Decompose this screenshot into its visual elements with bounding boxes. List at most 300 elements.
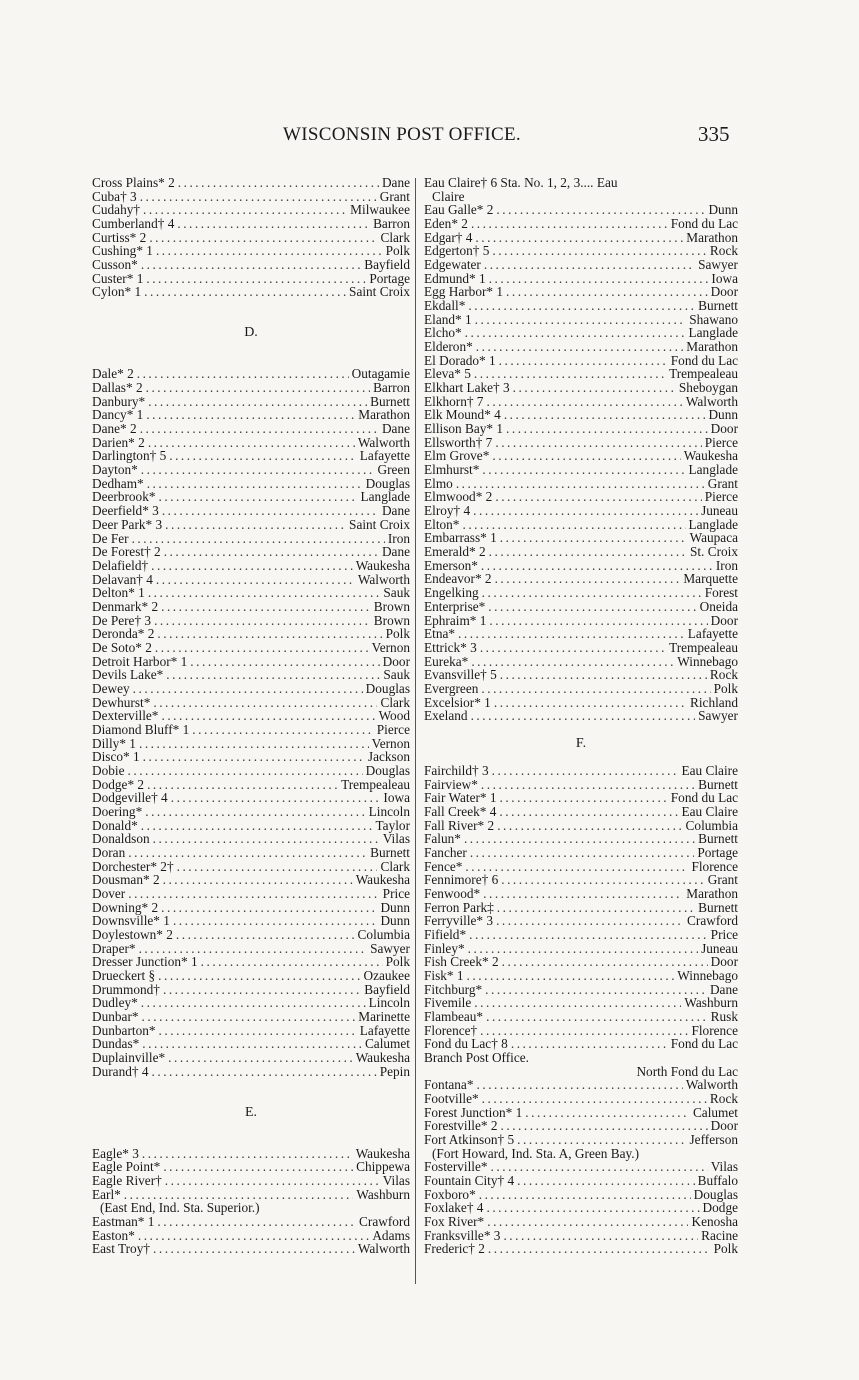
post-office-name: Edgar† 4 — [424, 229, 473, 245]
leader-dots — [494, 696, 687, 710]
county-name: Lafayette — [359, 1022, 410, 1038]
leader-dots — [163, 1160, 353, 1174]
leader-dots — [503, 1229, 698, 1243]
post-office-entry — [424, 217, 738, 231]
post-office-entry — [92, 1188, 410, 1202]
post-office-entry — [92, 750, 410, 764]
post-office-entry — [92, 901, 410, 915]
post-office-entry — [424, 709, 738, 723]
county-name: Walworth — [357, 434, 410, 450]
post-office-entry — [92, 955, 410, 969]
county-name: Pierce — [376, 721, 410, 737]
page-title: WISCONSIN POST OFFICE. — [283, 124, 521, 145]
county-name: Douglas — [693, 1186, 738, 1202]
post-office-name: Footville* — [424, 1091, 479, 1107]
post-office-entry — [92, 668, 410, 682]
county-name: Trempealeau — [341, 776, 410, 792]
leader-dots — [128, 846, 367, 860]
post-office-name: Dousman* 2 — [92, 872, 160, 888]
leader-dots — [148, 436, 355, 450]
leader-dots — [497, 901, 695, 915]
leader-dots — [499, 354, 668, 368]
post-office-name: Fenwood* — [424, 885, 481, 901]
post-office-entry — [92, 586, 410, 600]
post-office-entry — [92, 244, 410, 258]
county-name: Crawford — [359, 1214, 410, 1230]
post-office-name: Engelking — [424, 585, 479, 601]
post-office-entry — [424, 955, 738, 969]
section-heading-f: F. — [575, 735, 587, 751]
post-office-entry — [92, 805, 410, 819]
post-office-name: Ettrick* 3 — [424, 639, 477, 655]
leader-dots — [476, 340, 684, 354]
leader-dots — [177, 860, 378, 874]
post-office-entry — [424, 1188, 738, 1202]
post-office-name: Deer Park* 3 — [92, 516, 163, 532]
county-name: Door — [710, 284, 738, 300]
leader-dots — [148, 586, 381, 600]
post-office-entry — [92, 832, 410, 846]
leader-dots — [511, 1037, 668, 1051]
county-name: Kenosha — [691, 1214, 738, 1230]
county-name: Marathon — [686, 229, 738, 245]
post-office-entry — [92, 723, 410, 737]
county-name: Milwaukee — [350, 202, 410, 218]
post-office-entry — [424, 791, 738, 805]
county-name: St. Croix — [689, 544, 738, 560]
post-office-entry — [424, 436, 738, 450]
post-office-name: Fosterville* — [424, 1159, 488, 1175]
county-name: Brown — [373, 598, 410, 614]
leader-dots — [149, 231, 377, 245]
post-office-name: Fish Creek* 2 — [424, 954, 499, 970]
post-office-entry — [424, 272, 738, 286]
leader-dots — [145, 805, 365, 819]
post-office-entry — [92, 176, 410, 190]
post-office-entry — [424, 572, 738, 586]
leader-dots — [171, 791, 381, 805]
county-name: Winnebago — [677, 967, 738, 983]
post-office-entry — [92, 655, 410, 669]
leader-dots — [479, 1188, 691, 1202]
county-name: Marathon — [686, 339, 738, 355]
leader-dots — [480, 1024, 688, 1038]
leader-dots — [495, 572, 681, 586]
county-name: Sawyer — [370, 940, 410, 956]
leader-dots — [500, 668, 707, 682]
post-office-entry — [424, 1215, 738, 1229]
post-office-name: Dobie — [92, 762, 125, 778]
leader-dots — [496, 203, 705, 217]
post-office-name: Fall River* 2 — [424, 817, 495, 833]
post-office-entry — [92, 477, 410, 491]
leader-dots — [462, 518, 685, 532]
county-name: Walworth — [685, 393, 738, 409]
post-office-entry — [424, 244, 738, 258]
county-name: Vernon — [371, 639, 410, 655]
county-name: Langlade — [360, 489, 410, 505]
county-name: Polk — [713, 1241, 738, 1257]
post-office-entry — [92, 1215, 410, 1229]
post-office-entry — [92, 942, 410, 956]
leader-dots — [128, 764, 363, 778]
post-office-name: Edmund* 1 — [424, 270, 486, 286]
leader-dots — [142, 1010, 356, 1024]
post-office-entry — [92, 490, 410, 504]
post-office-name: Evergreen — [424, 680, 479, 696]
leader-dots — [138, 1229, 369, 1243]
post-office-entry — [92, 887, 410, 901]
post-office-name: Custer* 1 — [92, 270, 144, 286]
c-entries — [92, 176, 410, 299]
leader-dots — [474, 996, 681, 1010]
leader-dots — [153, 832, 380, 846]
leader-dots — [465, 860, 688, 874]
county-name: Portage — [369, 270, 410, 286]
post-office-entry — [92, 1065, 410, 1079]
post-office-name: Florence† — [424, 1022, 478, 1038]
county-name: Barron — [373, 216, 410, 232]
post-office-entry — [92, 614, 410, 628]
leader-dots — [489, 545, 687, 559]
post-office-name: Dunbar* — [92, 1009, 139, 1025]
leader-dots — [475, 231, 683, 245]
post-office-name: Cudahy† — [92, 202, 141, 218]
post-office-name: Dewhurst* — [92, 694, 151, 710]
post-office-name: Falun* — [424, 831, 461, 847]
post-office-entry — [424, 1133, 738, 1147]
county-name: Eau Claire — [681, 803, 738, 819]
county-name: Dane — [381, 503, 410, 519]
county-name: Outagamie — [351, 366, 410, 382]
post-office-name: Eland* 1 — [424, 311, 472, 327]
leader-dots — [142, 1037, 362, 1051]
county-name: Walworth — [357, 1241, 410, 1257]
post-office-entry — [92, 367, 410, 381]
county-name: Rusk — [710, 1008, 738, 1024]
leader-dots — [139, 942, 368, 956]
county-name: Trempealeau — [669, 366, 738, 382]
leader-dots — [148, 395, 367, 409]
leader-dots — [488, 600, 696, 614]
post-office-name: Dudley* — [92, 995, 138, 1011]
post-office-entry — [92, 1024, 410, 1038]
county-name: Dunn — [708, 202, 738, 218]
post-office-name: Elton* — [424, 516, 460, 532]
post-office-name: Fountain City† 4 — [424, 1173, 515, 1189]
county-name: Dane — [381, 544, 410, 560]
county-name: Buffalo — [697, 1173, 738, 1189]
page-number: 335 — [698, 122, 730, 146]
post-office-entry — [424, 203, 738, 217]
leader-dots — [469, 928, 708, 942]
post-office-entry — [424, 846, 738, 860]
county-name: Vilas — [382, 1173, 410, 1189]
post-office-name: Dane* 2 — [92, 421, 137, 437]
post-office-name: Donald* — [92, 817, 138, 833]
county-name: Burnett — [698, 831, 738, 847]
post-office-entry — [424, 901, 738, 915]
post-office-name: Ephraim* 1 — [424, 612, 487, 628]
county-name: Fond du Lac — [670, 1036, 738, 1052]
post-office-name: Fairview* — [424, 776, 478, 792]
county-name: Burnett — [698, 899, 738, 915]
post-office-entry — [92, 203, 410, 217]
leader-dots — [143, 750, 365, 764]
county-name: Calumet — [364, 1036, 410, 1052]
leader-dots — [159, 1024, 357, 1038]
post-office-name: Dorchester* 2† — [92, 858, 174, 874]
leader-dots — [465, 326, 686, 340]
post-office-name: Elroy† 4 — [424, 503, 471, 519]
county-name: Pepin — [379, 1063, 410, 1079]
county-name: Columbia — [357, 926, 410, 942]
post-office-name: Cylon* 1 — [92, 284, 142, 300]
county-name: Grant — [707, 475, 738, 491]
leader-dots — [143, 203, 347, 217]
post-office-entry — [424, 313, 738, 327]
county-name: Fond du Lac — [670, 790, 738, 806]
left-column — [92, 176, 410, 1256]
county-name: Polk — [385, 243, 410, 259]
post-office-entry — [424, 996, 738, 1010]
post-office-name: Ellsworth† 7 — [424, 434, 493, 450]
leader-dots — [497, 819, 682, 833]
post-office-name: Foxboro* — [424, 1186, 476, 1202]
leader-dots — [140, 422, 379, 436]
leader-dots — [165, 1174, 380, 1188]
leader-dots — [161, 600, 371, 614]
county-name: Waukesha — [355, 872, 410, 888]
post-office-name: Fair Water* 1 — [424, 790, 497, 806]
post-office-name: Elmwood* 2 — [424, 489, 493, 505]
leader-dots — [474, 367, 666, 381]
county-name: Door — [382, 653, 410, 669]
post-office-name: Easton* — [92, 1227, 135, 1243]
post-office-entry — [92, 709, 410, 723]
post-office-name: Elkhart Lake† 3 — [424, 380, 510, 396]
post-office-name: Dunbarton* — [92, 1022, 156, 1038]
county-name: Marinette — [358, 1009, 410, 1025]
post-office-name: De Soto* 2 — [92, 639, 152, 655]
post-office-name: Franksville* 3 — [424, 1227, 501, 1243]
county-name: Marquette — [683, 571, 738, 587]
county-name: Barron — [373, 380, 410, 396]
leader-dots — [480, 641, 666, 655]
post-office-entry — [92, 1147, 410, 1161]
post-office-name: Flambeau* — [424, 1008, 484, 1024]
post-office-name: Deerfield* 3 — [92, 503, 159, 519]
post-office-name: Exeland — [424, 708, 468, 724]
county-name: Adams — [372, 1227, 410, 1243]
leader-dots — [487, 1215, 688, 1229]
county-name: Fond du Lac — [670, 352, 738, 368]
leader-dots — [517, 1174, 694, 1188]
county-name: Florence — [691, 1022, 738, 1038]
leader-dots — [146, 272, 366, 286]
leader-dots — [484, 258, 695, 272]
post-office-entry — [424, 1010, 738, 1024]
post-office-name: Doering* — [92, 803, 143, 819]
leader-dots — [153, 1242, 355, 1256]
county-name: Forest — [704, 585, 738, 601]
post-office-name: Dexterville* — [92, 708, 159, 724]
county-name: Burnett — [370, 393, 410, 409]
leader-dots — [506, 285, 708, 299]
post-office-entry — [424, 258, 738, 272]
leader-dots — [153, 696, 377, 710]
leader-dots — [506, 422, 708, 436]
county-name: Bayfield — [364, 257, 410, 273]
post-office-entry — [424, 285, 738, 299]
post-office-entry — [424, 1119, 738, 1133]
county-name: Wood — [378, 708, 410, 724]
post-office-name: Fence* — [424, 858, 463, 874]
post-office-entry — [92, 395, 410, 409]
post-office-entry — [424, 860, 738, 874]
leader-dots — [141, 463, 375, 477]
post-office-entry — [92, 1037, 410, 1051]
county-name: Vilas — [710, 1159, 738, 1175]
county-name: Dunn — [380, 913, 410, 929]
county-name: Lincoln — [368, 803, 410, 819]
post-office-name: Dallas* 2 — [92, 380, 143, 396]
post-office-name: Eau Galle* 2 — [424, 202, 494, 218]
post-office-name: Duplainville* — [92, 1050, 166, 1066]
post-office-entry — [424, 1201, 738, 1215]
post-office-entry — [92, 778, 410, 792]
post-office-name: Dodge* 2 — [92, 776, 145, 792]
post-office-entry — [424, 1229, 738, 1243]
post-office-name: De Forest† 2 — [92, 544, 161, 560]
e-entries-right — [424, 203, 738, 723]
leader-dots — [500, 791, 668, 805]
post-office-name: Elk Mound* 4 — [424, 407, 501, 423]
post-office-name: Endeavor* 2 — [424, 571, 492, 587]
post-office-entry — [92, 258, 410, 272]
post-office-entry — [92, 272, 410, 286]
post-office-entry — [424, 805, 738, 819]
county-name: Lafayette — [359, 448, 410, 464]
leader-dots — [165, 518, 346, 532]
post-office-name: East Troy† — [92, 1241, 151, 1257]
post-office-name: Earl* — [92, 1186, 121, 1202]
post-office-name: Eastman* 1 — [92, 1214, 155, 1230]
leader-dots — [178, 176, 379, 190]
county-name: Saint Croix — [349, 284, 410, 300]
county-name: Waukesha — [355, 1145, 410, 1161]
leader-dots — [500, 531, 687, 545]
leader-dots — [499, 805, 678, 819]
county-name: Dunn — [708, 407, 738, 423]
post-office-entry — [92, 285, 410, 299]
county-name: Trempealeau — [669, 639, 738, 655]
post-office-name: Elmo — [424, 475, 453, 491]
county-name: Jefferson — [689, 1132, 738, 1148]
leader-dots — [492, 244, 707, 258]
post-office-name: Embarrass* 1 — [424, 530, 497, 546]
post-office-name: Edgerton† 5 — [424, 243, 490, 259]
post-office-entry — [424, 354, 738, 368]
post-office-entry — [424, 463, 738, 477]
post-office-entry — [92, 764, 410, 778]
post-office-name: Forestville* 2 — [424, 1118, 498, 1134]
county-name: Clark — [380, 858, 410, 874]
leader-dots — [481, 559, 713, 573]
county-name: Sheboygan — [678, 380, 738, 396]
leader-dots — [151, 559, 353, 573]
county-name: Fond du Lac — [670, 216, 738, 232]
post-office-name: Deronda* 2 — [92, 626, 155, 642]
post-office-entry — [92, 1242, 410, 1256]
county-name: Columbia — [685, 817, 738, 833]
section-heading-d: D. — [244, 325, 258, 341]
post-office-name: Drummond† — [92, 981, 160, 997]
post-office-name: Dancy* 1 — [92, 407, 144, 423]
county-name: Dodge — [702, 1200, 738, 1216]
leader-dots — [473, 504, 698, 518]
county-name: Crawford — [687, 913, 738, 929]
post-office-name: Ferron Park‡ — [424, 899, 494, 915]
post-office-entry — [424, 696, 738, 710]
post-office-name: Etna* — [424, 626, 456, 642]
leader-dots — [471, 217, 668, 231]
leader-dots — [176, 928, 355, 942]
post-office-name: Denmark* 2 — [92, 598, 159, 614]
post-office-name: Elcho* — [424, 325, 462, 341]
leader-dots — [486, 1010, 708, 1024]
post-office-entry — [92, 1229, 410, 1243]
leader-dots — [513, 381, 676, 395]
county-name: Sauk — [383, 585, 410, 601]
leader-dots — [468, 299, 695, 313]
county-name: Door — [710, 1118, 738, 1134]
post-office-entry — [92, 573, 410, 587]
leader-dots — [501, 873, 704, 887]
county-name: Walworth — [685, 1077, 738, 1093]
post-office-name: Darlington† 5 — [92, 448, 167, 464]
post-office-entry — [92, 1160, 410, 1174]
county-name: Taylor — [375, 817, 410, 833]
post-office-name: Finley* — [424, 940, 465, 956]
county-name: Grant — [707, 872, 738, 888]
county-name: Jackson — [367, 749, 410, 765]
county-name: Langlade — [688, 462, 738, 478]
post-office-entry — [92, 408, 410, 422]
county-name: Rock — [709, 1091, 738, 1107]
county-name: Dane — [381, 175, 410, 190]
county-name: Washburn — [684, 995, 738, 1011]
post-office-entry — [424, 1037, 738, 1051]
county-name: Pierce — [704, 489, 738, 505]
post-office-entry — [92, 559, 410, 573]
post-office-entry — [92, 641, 410, 655]
county-name: Pierce — [704, 434, 738, 450]
post-office-name: Excelsior* 1 — [424, 694, 491, 710]
leader-dots — [496, 914, 684, 928]
branch-post-office-label: Branch Post Office. — [424, 1050, 529, 1065]
post-office-entry — [424, 408, 738, 422]
county-name: Waupaca — [689, 530, 738, 546]
leader-dots — [464, 832, 695, 846]
post-office-entry — [424, 914, 738, 928]
post-office-name: Cushing* 1 — [92, 243, 153, 259]
leader-dots — [501, 1119, 708, 1133]
leader-dots — [482, 586, 702, 600]
county-name: Iron — [387, 530, 410, 546]
f-entries-b — [424, 1078, 738, 1146]
leader-dots — [471, 709, 696, 723]
